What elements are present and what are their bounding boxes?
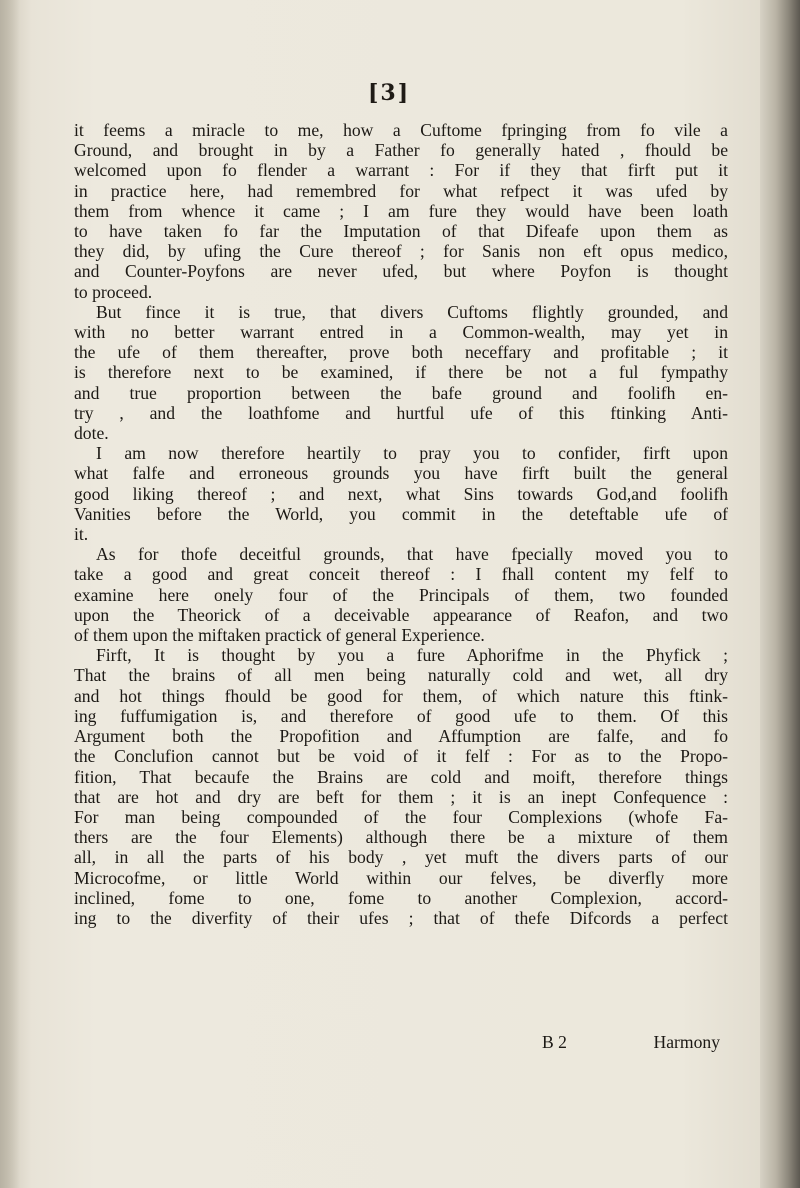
text-line: For man being compounded of the four Complexions (whofe Fa- xyxy=(74,806,728,827)
text-line: to proceed. xyxy=(74,281,153,302)
book-spine xyxy=(760,0,800,1188)
page-edge-shadow xyxy=(0,0,20,1188)
text-line: all, in all the parts of his body , yet muft the divers parts of our xyxy=(74,847,728,868)
signature-mark: B 2 xyxy=(542,1032,567,1052)
text-line: with no better warrant entred in a Common-wealth, may yet in xyxy=(74,322,728,343)
text-line: thers are the four Elements) although there be a mixture of them xyxy=(74,827,728,848)
text-line: good liking thereof ; and next, what Sins towards God,and foolifh xyxy=(74,483,728,504)
paragraph-5 xyxy=(74,645,728,928)
text-line: Argument both the Propofition and Affumption are falfe, and fo xyxy=(74,726,728,747)
text-line: the Conclufion cannot but be void of it felf : For as to the Propo- xyxy=(74,746,728,767)
text-line: Firft, It is thought by you a fure Aphorifme in the Phyfick ; xyxy=(96,645,728,666)
text-line: Vanities before the World, you commit in the deteftable ufe of xyxy=(74,503,728,524)
text-line: dote. xyxy=(74,423,109,444)
paragraph-3 xyxy=(74,443,728,544)
text-line: That the brains of all men being naturally cold and wet, all dry xyxy=(74,665,728,686)
text-line: Ground, and brought in by a Father fo generally hated , fhould be xyxy=(74,140,728,161)
text-line: to have taken fo far the Imputation of that Difeafe upon them as xyxy=(74,221,728,242)
text-line: take a good and great conceit thereof : I fhall content my felf to xyxy=(74,564,728,585)
paragraph-1 xyxy=(74,120,728,302)
text-line: it feems a miracle to me, how a Cuftome fpringing from fo vile a xyxy=(74,120,728,140)
text-line: it. xyxy=(74,524,89,545)
text-line: ing fuffumigation is, and therefore of good ufe to them. Of this xyxy=(74,705,728,726)
text-line: they did, by ufing the Cure thereof ; for Sanis non eft opus medico, xyxy=(74,241,728,262)
text-line: the ufe of them thereafter, prove both neceffary and profitable ; it xyxy=(74,342,728,363)
catchword: Harmony xyxy=(653,1032,720,1052)
text-line: ing to the diverfity of their ufes ; that of thefe Difcords a perfect xyxy=(74,907,728,928)
body-text xyxy=(74,120,728,928)
text-line: examine here onely four of the Principals of them, two founded xyxy=(74,584,728,605)
text-line: what falfe and erroneous grounds you have firft built the general xyxy=(74,463,728,484)
page-number-header: [3] xyxy=(368,80,411,106)
text-line: fition, That becaufe the Brains are cold and moift, therefore things xyxy=(74,766,728,787)
text-line: them from whence it came ; I am fure they would have been loath xyxy=(74,200,728,221)
text-line: in practice here, had remembred for what refpect it was ufed by xyxy=(74,180,728,201)
text-line: of them upon the miftaken practick of general Experience. xyxy=(74,625,485,646)
text-line: But fince it is true, that divers Cuftoms flightly grounded, and xyxy=(96,301,728,322)
text-line: and true proportion between the bafe ground and foolifh en- xyxy=(74,382,728,403)
text-line: As for thofe deceitful grounds, that have fpecially moved you to xyxy=(96,544,728,565)
text-line: that are hot and dry are beft for them ; it is an inept Confequence : xyxy=(74,786,728,807)
text-line: and hot things fhould be good for them, of which nature this ftink- xyxy=(74,685,728,706)
text-line: and Counter-Poyfons are never ufed, but where Poyfon is thought xyxy=(74,261,728,282)
text-line: upon the Theorick of a deceivable appearance of Reafon, and two xyxy=(74,604,728,625)
paragraph-4 xyxy=(74,544,728,645)
text-line: try , and the loathfome and hurtful ufe of this ftinking Anti- xyxy=(74,402,728,423)
text-line: welcomed upon fo flender a warrant : For if they that firft put it xyxy=(74,160,728,181)
paragraph-2 xyxy=(74,302,728,443)
text-line: is therefore next to be examined, if there be not a ful fympathy xyxy=(74,362,728,383)
text-line: I am now therefore heartily to pray you to confider, firft upon xyxy=(96,443,728,464)
text-line: Microcofme, or little World within our felves, be diverfly more xyxy=(74,867,728,888)
text-line: inclined, fome to one, fome to another Complexion, accord- xyxy=(74,887,728,908)
